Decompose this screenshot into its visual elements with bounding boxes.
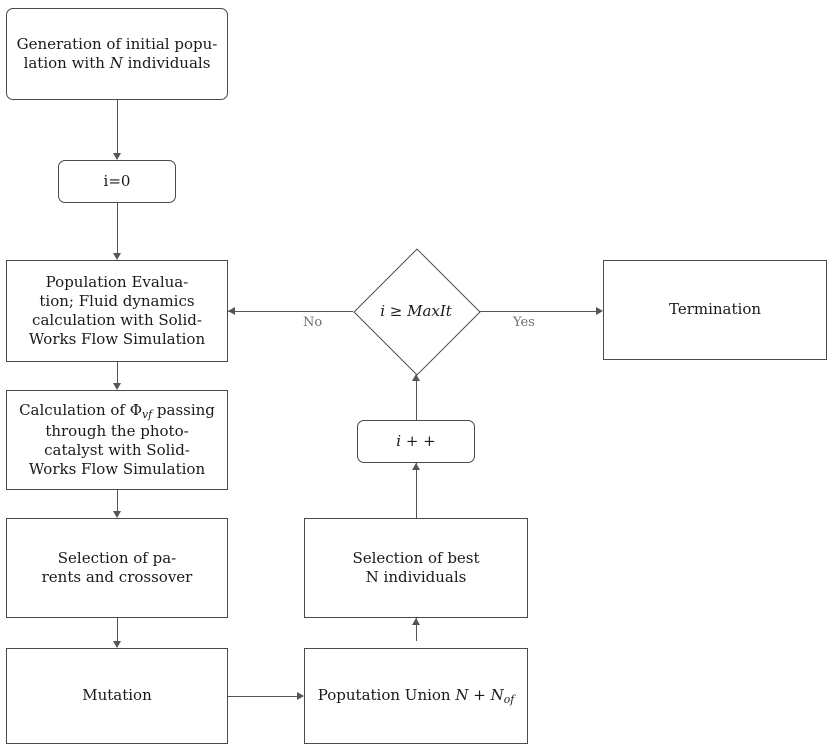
edge-mutation-to-union	[228, 696, 297, 697]
edge-selectionbest-to-increment	[416, 463, 417, 518]
edge-init-to-izero	[117, 100, 118, 153]
node-selection-best-label: Selection of best N individuals	[352, 548, 480, 586]
edge-izero-to-evaluation	[117, 203, 118, 253]
node-selection-crossover	[6, 518, 228, 618]
node-init-population	[6, 8, 228, 100]
node-decision-label: i ≥ MaxIt	[380, 302, 452, 320]
edge-label-yes: Yes	[513, 315, 535, 330]
node-i-zero	[58, 160, 176, 203]
node-population-evaluation-label: Population Evalua- tion; Fluid dynamics calculation with Solid- Works Flow Simulation	[28, 272, 206, 349]
node-init-population-label: Generation of initial popu- lation with N individuals	[16, 34, 218, 72]
node-increment-label: i + +	[396, 431, 436, 450]
node-increment	[357, 420, 475, 463]
edge-selection-to-mutation-arrow	[113, 641, 121, 648]
edge-label-no: No	[303, 315, 323, 330]
node-mutation-label: Mutation	[82, 686, 152, 705]
node-selection-crossover-label: Selection of pa- rents and crossover	[41, 548, 193, 586]
node-population-evaluation	[6, 260, 228, 362]
edge-selection-to-mutation	[117, 618, 118, 641]
node-termination-label: Termination	[668, 300, 762, 319]
node-phi-calculation	[6, 390, 228, 490]
edge-decision-yes	[479, 311, 596, 312]
edge-decision-no	[235, 311, 353, 312]
edge-izero-to-evaluation-arrow	[113, 253, 121, 260]
edge-phi-to-selection-arrow	[113, 511, 121, 518]
node-selection-best	[304, 518, 528, 618]
edge-decision-yes-arrow	[596, 307, 603, 315]
node-phi-calculation-label: Calculation of $\Phi_{vf}$ passing through the photo- catalyst with Solid- Works Flow Simulation	[19, 400, 215, 478]
edge-evaluation-to-phi	[117, 362, 118, 383]
node-mutation	[6, 648, 228, 744]
node-i-zero-label: i=0	[103, 171, 131, 190]
edge-evaluation-to-phi-arrow	[113, 383, 121, 390]
node-population-union-label: Poputation Union $N + N_{of}$	[317, 685, 515, 706]
node-termination	[603, 260, 827, 360]
edge-phi-to-selection	[117, 490, 118, 511]
edge-init-to-izero-arrow	[113, 153, 121, 160]
edge-union-to-selectionbest-arrow	[412, 618, 420, 625]
edge-selectionbest-to-increment-arrow	[412, 463, 420, 470]
edge-increment-to-decision-arrow	[412, 374, 420, 381]
edge-evaluation-arrowhead-hint	[228, 311, 235, 312]
edge-mutation-to-union-arrow	[297, 692, 304, 700]
node-population-union	[304, 648, 528, 744]
node-decision	[353, 248, 479, 374]
